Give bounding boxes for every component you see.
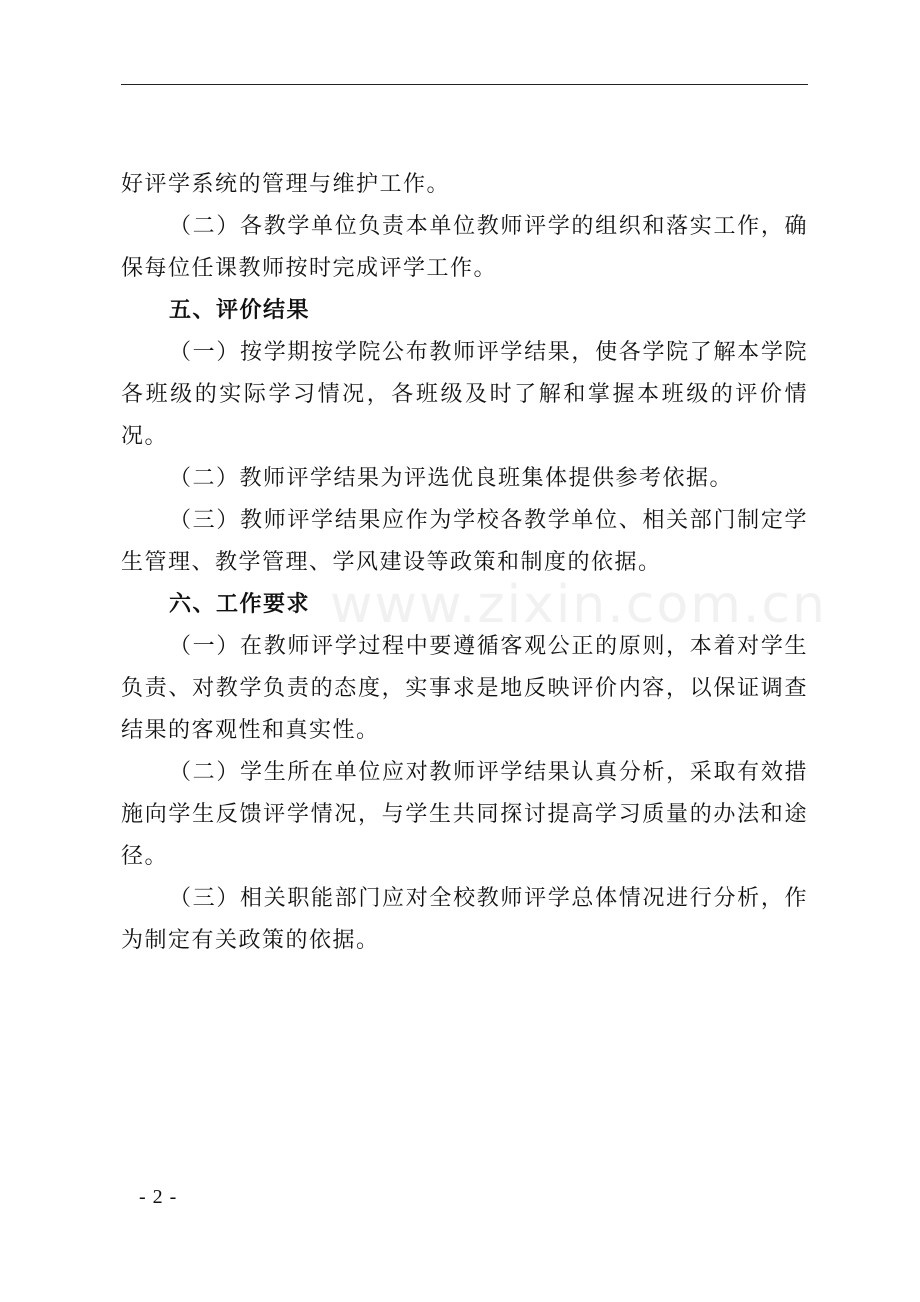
page-number: - 2 - [139, 1186, 178, 1208]
section-heading-5: 五、评价结果 [169, 298, 311, 323]
watermark: www.zixin.com.cn [330, 575, 827, 635]
paragraph-5-2: （二）教师评学结果为评选优良班集体提供参考依据。 [169, 466, 734, 491]
paragraph-5-3: （三）教师评学结果应作为学校各教学单位、相关部门制定学生管理、教学管理、学风建设等政策和制度的依据。 [121, 508, 808, 575]
paragraph-4-2: （二）各教学单位负责本单位教师评学的组织和落实工作，确保每位任课教师按时完成评学工作。 [121, 214, 808, 281]
paragraph-6-2: （二）学生所在单位应对教师评学结果认真分析，采取有效措施向学生反馈评学情况，与学生共同探讨提高学习质量的办法和途径。 [121, 760, 808, 869]
paragraph-6-1: （一）在教师评学过程中要遵循客观公正的原则，本着对学生负责、对教学负责的态度，实事求是地反映评价内容，以保证调查结果的客观性和真实性。 [121, 634, 808, 743]
paragraph-5-1: （一）按学期按学院公布教师评学结果，使各学院了解本学院各班级的实际学习情况，各班级及时了解和掌握本班级的评价情况。 [121, 340, 808, 449]
section-heading-6: 六、工作要求 [169, 592, 311, 617]
paragraph-continuation: 好评学系统的管理与维护工作。 [121, 172, 451, 197]
document-body [121, 164, 808, 962]
header-rule [121, 84, 808, 85]
paragraph-6-3: （三）相关职能部门应对全校教师评学总体情况进行分析，作为制定有关政策的依据。 [121, 886, 808, 953]
